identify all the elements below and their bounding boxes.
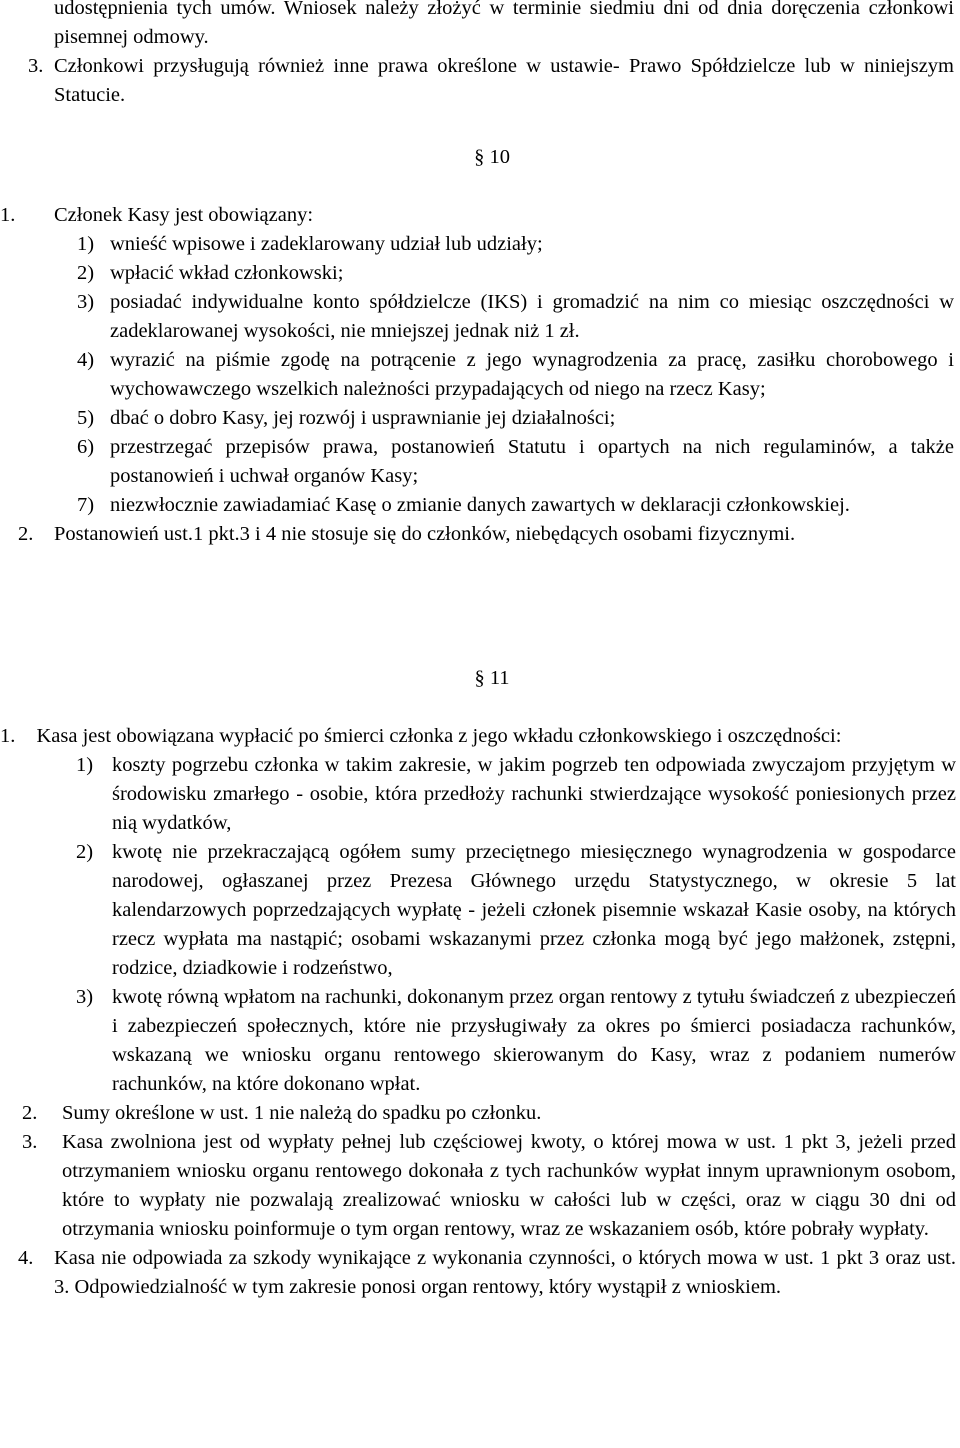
point-number: 2) [76, 841, 94, 863]
section-heading-text: § 11 [474, 667, 510, 689]
section-10-paragraph-1 [0, 201, 954, 230]
paragraph-number: 1. [0, 725, 16, 747]
section-10-paragraph-2 [0, 520, 954, 549]
paragraph-number: 3. [22, 1131, 38, 1153]
section-10-heading [462, 143, 522, 172]
list-item [0, 983, 956, 1099]
paragraph-number: 2. [18, 523, 34, 545]
list-item [0, 751, 956, 838]
point-text: wyrazić na piśmie zgodę na potrącenie z jego wynagrodzenia za pracę, zasiłku chorobowego i wychowawczego wszelkich należności przypadających od niego na rzecz Kasy; [110, 349, 954, 400]
paragraph-text: Członkowi przysługują również inne prawa określone w ustawie- Prawo Spółdzielcze lub w niniejszym Statucie. [54, 55, 954, 106]
point-number: 4) [77, 349, 95, 371]
list-item [0, 433, 954, 491]
paragraph-number: 4. [18, 1247, 34, 1269]
point-number: 7) [77, 494, 95, 516]
point-text: kwotę równą wpłatom na rachunki, dokonanym przez organ rentowy z tytułu świadczeń z ubezpieczeń i zabezpieczeń społecznych, które nie przysługiwały za okres po śmierci posiadacza rachunków, wskazaną we wniosku organu rentowego skierowanym do Kasy, wraz z podaniem numerów rachunków, na które dokonano wpłat. [112, 986, 956, 1095]
list-item [0, 288, 954, 346]
top-fragment [0, 0, 960, 110]
paragraph-intro: Kasa jest obowiązana wypłacić po śmierci członka z jego wkładu członkowskiego i oszczędności: [36, 725, 842, 747]
point-number: 3) [76, 986, 94, 1008]
section-heading-text: § 10 [474, 146, 510, 168]
section-11-paragraph-1 [0, 722, 956, 751]
section-11-paragraph-2 [0, 1099, 956, 1128]
point-text: posiadać indywidualne konto spółdzielcze (IKS) i gromadzić na nim co miesiąc oszczędności w zadeklarowanej wysokości, nie mniejszej jednak niż 1 zł. [110, 291, 954, 342]
point-number: 5) [77, 407, 95, 429]
point-number: 1) [76, 754, 94, 776]
section-11 [0, 722, 960, 1302]
point-text: przestrzegać przepisów prawa, postanowień Statutu i opartych na nich regulaminów, a także postanowień i uchwał organów Kasy; [110, 436, 954, 487]
point-number: 6) [77, 436, 95, 458]
point-text: kwotę nie przekraczającą ogółem sumy przeciętnego miesięcznego wynagrodzenia w gospodarce narodowej, ogłaszanej przez Prezesa Głównego urzędu Statystycznego, w okresie 5 lat kalendarzowych poprzedzających wypłatę - jeżeli członek pisemnie wskazał Kasie osoby, na których rzecz wypłata ma nastąpić; osobami wskazanymi przez członka mogą być jego małżonek, zstępni, rodzice, dziadkowie i rodzeństwo, [112, 841, 956, 979]
list-item [0, 346, 954, 404]
point-text: wnieść wpisowe i zadeklarowany udział lub udziały; [110, 233, 543, 255]
paragraph-number: 1. [0, 204, 16, 226]
list-item [0, 491, 954, 520]
section-10 [0, 201, 960, 549]
list-item [0, 259, 954, 288]
section-10-point-list [0, 230, 954, 520]
list-item [0, 404, 954, 433]
point-text: wpłacić wkład członkowski; [110, 262, 344, 284]
list-item [0, 230, 954, 259]
point-number: 1) [77, 233, 95, 255]
paragraph-text: Kasa nie odpowiada za szkody wynikające z wykonania czynności, o których mowa w ust. 1 pkt 3 oraz ust. 3. Odpowiedzialność w tym zakresie ponosi organ rentowy, który wystąpił z wnioskiem. [54, 1247, 956, 1298]
section-11-heading [462, 664, 522, 693]
section-11-point-list [0, 751, 956, 1099]
paragraph-intro: Członek Kasy jest obowiązany: [54, 204, 314, 226]
paragraph-text: Kasa zwolniona jest od wypłaty pełnej lub częściowej kwoty, o której mowa w ust. 1 pkt 3, jeżeli przed otrzymaniem wniosku organu rentowego dokonała z tych rachunków wypłat innym uprawnionym osobom, które to wypłaty nie pozwalają zrealizować wniosku w całości lub w części, oraz w ciągu 30 dni od otrzymania wniosku poinformuje o tym organ rentowy, wraz ze wskazaniem osób, które pobrały wypłaty. [62, 1131, 956, 1240]
paragraph-text: Sumy określone w ust. 1 nie należą do spadku po członku. [62, 1102, 542, 1124]
point-text: niezwłocznie zawiadamiać Kasę o zmianie danych zawartych w deklaracji członkowskiej. [110, 494, 850, 516]
paragraph-text: Postanowień ust.1 pkt.3 i 4 nie stosuje się do członków, niebędących osobami fizycznymi. [54, 523, 796, 545]
point-number: 3) [77, 291, 95, 313]
point-text: dbać o dobro Kasy, jej rozwój i usprawnianie jej działalności; [110, 407, 616, 429]
section-11-paragraph-4 [0, 1244, 956, 1302]
paragraph-number: 3. [28, 55, 44, 77]
list-item [0, 838, 956, 983]
point-text: koszty pogrzebu członka w takim zakresie, w jakim pogrzeb ten odpowiada zwyczajom przyjętym w środowisku zmarłego - osobie, która przedłoży rachunki stwierdzające wysokość poniesionych przez nią wydatków, [112, 754, 956, 834]
point-number: 2) [77, 262, 95, 284]
paragraph-3 [0, 52, 954, 110]
continuation-text: udostępnienia tych umów. Wniosek należy złożyć w terminie siedmiu dni od dnia doręczenia członkowi pisemnej odmowy. [54, 0, 954, 48]
paragraph-number: 2. [22, 1102, 38, 1124]
section-11-paragraph-3 [0, 1128, 956, 1244]
